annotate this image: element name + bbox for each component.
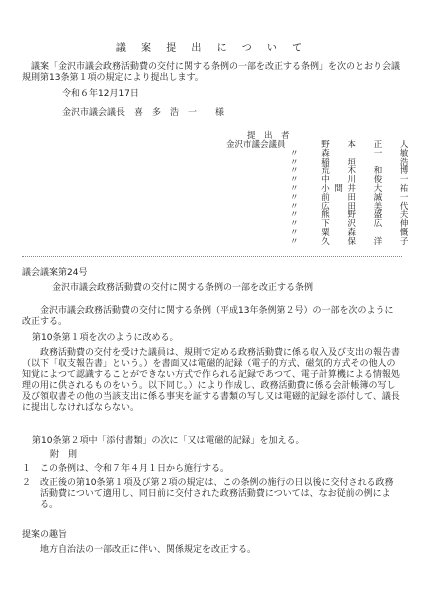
supplementary-1: １ この条例は、令和７年４月１日から施行する。 bbox=[22, 464, 230, 474]
submitter-name: 荒 木 和 博 bbox=[321, 166, 413, 177]
submitter-name: 森 一 敏 bbox=[321, 148, 413, 159]
ditto-mark: 〃 bbox=[290, 227, 299, 238]
bill-number: 議会議案第24号 bbox=[22, 268, 88, 278]
submitter-name: 粟 森 慨 bbox=[321, 227, 413, 238]
submitters-list bbox=[226, 141, 413, 247]
ditto-mark: 〃 bbox=[290, 219, 299, 230]
addressee: 金沢市議会議長 喜 多 浩 一 様 bbox=[62, 108, 225, 118]
submitter-name: 野 本 正 人 bbox=[321, 140, 413, 150]
supplementary-heading: 附 則 bbox=[50, 450, 78, 460]
document-title: 議 案 提 出 に つ い て bbox=[115, 43, 309, 54]
supplementary-2: ２ 改正後の第10条第１項及び第２項の規定は、この条例の施行の日以後に交付される政務活動費について適用し、同日前に交付された政務活動費については、なお従前の例による。 bbox=[22, 478, 394, 510]
reason-text: 地方自治法の一部改正に伴い、関係規定を改正する。 bbox=[40, 545, 257, 555]
ditto-mark: 〃 bbox=[290, 192, 299, 203]
ditto-mark: 〃 bbox=[290, 201, 299, 212]
ditto-mark: 〃 bbox=[290, 157, 299, 168]
body-intro: 金沢市議会政務活動費の交付に関する条例（平成13年条例第２号）の一部を次のように改正する。 bbox=[22, 306, 394, 327]
submitter-row bbox=[226, 238, 413, 247]
submitter-name: 前 田 誠 一 bbox=[321, 192, 413, 203]
reason-heading: 提案の趣旨 bbox=[22, 530, 68, 540]
ditto-mark: 〃 bbox=[290, 236, 299, 247]
submitter-name: 稲 垣 浩 bbox=[321, 157, 413, 168]
section-divider bbox=[22, 256, 402, 257]
submitter-name: 広 田 美 代 bbox=[321, 201, 413, 212]
submitter-name: 下 沢 広 伸 bbox=[321, 219, 413, 230]
amendment-1: 第10条第１項を次のように改める。 bbox=[32, 333, 179, 343]
amendment-1-text: 政務活動費の交付を受けた議員は、規則で定める政務活動費に係る収入及び支出の報告書（以下「収支報告書」という。）を書面又は電磁的記録（電子的方式、磁気的方式その他人の知覚によつて認識することができない方式で作られる記録であつて、電子計算機による情報処理の用に供されるものをいう。以下同じ。）により作成し、政務活動費に係る会計帳簿の写し及び領収書その他の当該支出に係る事実を証する書類の写し又は電磁的記録を添付して、議長に提出しなければならない。 bbox=[22, 348, 401, 413]
intro-paragraph: 議案「金沢市議会政務活動費の交付に関する条例の一部を改正する条例」を次のとおり会議規則第13条第１項の規定により提出します。 bbox=[22, 62, 401, 83]
ditto-mark: 〃 bbox=[290, 175, 299, 186]
amendment-2: 第10条第２項中「添付書類」の次に「又は電磁的記録」を加える。 bbox=[32, 436, 305, 446]
submitter-name: 久 保 洋 子 bbox=[321, 236, 413, 247]
ditto-mark: 〃 bbox=[290, 183, 299, 194]
ditto-mark: 〃 bbox=[290, 148, 299, 159]
submitter-name: 中 川 俊 一 bbox=[321, 175, 413, 186]
submitters-header: 提 出 者 bbox=[247, 131, 290, 141]
ditto-mark: 〃 bbox=[290, 210, 299, 221]
submitter-name: 熊 野 盛 夫 bbox=[321, 210, 413, 221]
submitter-role: 金沢市議会議員 bbox=[226, 140, 286, 150]
submission-date: 令和６年12月17日 bbox=[62, 89, 139, 99]
ditto-mark: 〃 bbox=[290, 166, 299, 177]
bill-title: 金沢市議会政務活動費の交付に関する条例の一部を改正する条例 bbox=[52, 283, 314, 293]
submitter-name: 小間井 大 祐 bbox=[321, 183, 413, 194]
